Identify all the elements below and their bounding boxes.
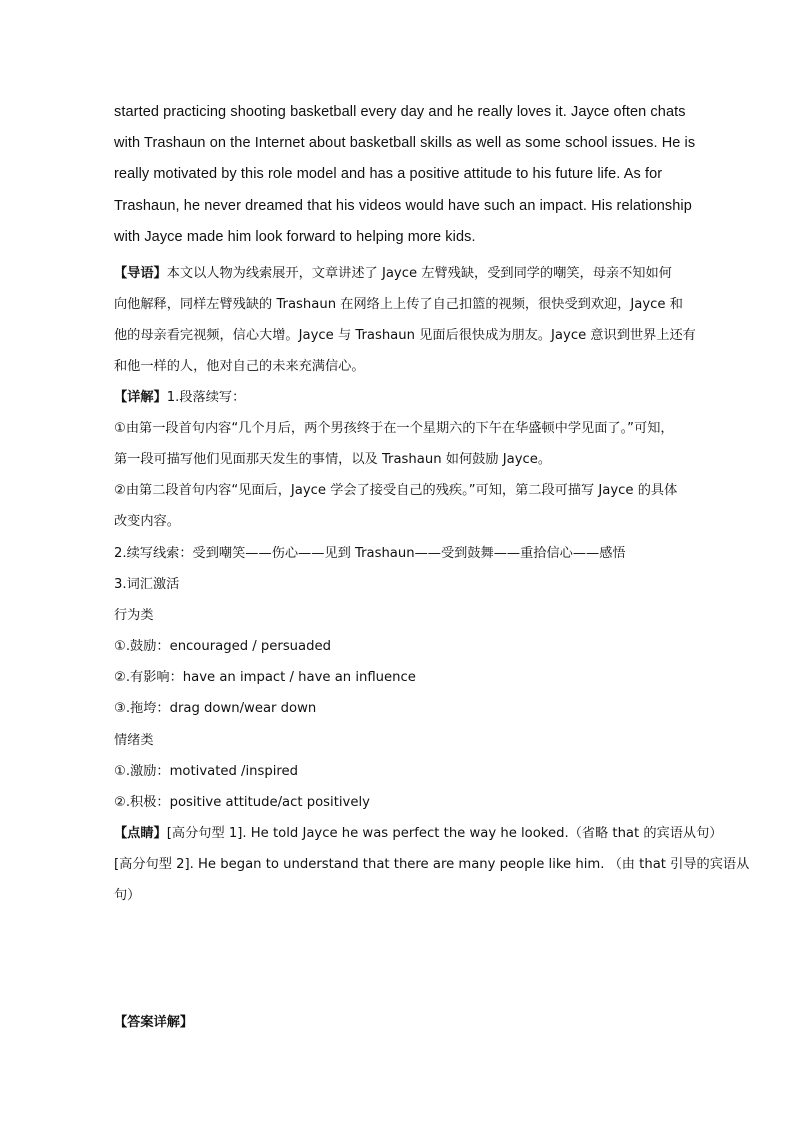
guide-line: 他的母亲看完视频，信心大增。Jayce 与 Trashaun 见面后很快成为朋友。Jayce 意识到世界上还有 bbox=[114, 328, 696, 343]
vocab-item: ②.积极：positive attitude/act positively bbox=[114, 795, 370, 810]
explain-heading: 1.段落续写： bbox=[166, 390, 246, 405]
behavior-heading: 行为类 bbox=[114, 608, 154, 623]
explain-point: ①由第一段首句内容“几个月后，两个男孩终于在一个星期六的下午在华盛顿中学见面了。”可知， bbox=[114, 421, 674, 436]
explain-point: 改变内容。 bbox=[114, 514, 180, 529]
highlight-sentence-2-cont: 句） bbox=[114, 888, 141, 903]
passage-line: really motivated by this role model and has a positive attitude to his future life. As for bbox=[114, 166, 663, 182]
guide-line: 和他一样的人，他对自己的未来充满信心。 bbox=[114, 359, 365, 374]
explain-point: 第一段可描写他们见面那天发生的事情，以及 Trashaun 如何鼓励 Jayce。 bbox=[114, 452, 552, 467]
passage-line: Trashaun, he never dreamed that his videos would have such an impact. His relationship bbox=[114, 198, 692, 214]
guide-line: 向他解释，同样左臂残缺的 Trashaun 在网络上上传了自己扣篮的视频，很快受到欢迎，Jayce 和 bbox=[114, 297, 683, 312]
highlight-label: 【点睛】 bbox=[114, 826, 167, 841]
vocab-item: ②.有影响：have an impact / have an influence bbox=[114, 670, 416, 685]
vocab-item: ③.拖垮：drag down/wear down bbox=[114, 701, 317, 716]
explain-point: ②由第二段首句内容“见面后，Jayce 学会了接受自己的残疾。”可知，第二段可描写 Jayce 的具体 bbox=[114, 483, 678, 498]
highlight-sentence-1: [高分句型 1]. He told Jayce he was perfect the way he looked.（省略 that 的宾语从句） bbox=[166, 826, 723, 841]
explain-heading-line bbox=[114, 386, 245, 405]
continuation-clue: 2.续写线索：受到嘲笑——伤心——见到 Trashaun——受到鼓舞——重拾信心——感悟 bbox=[114, 546, 626, 561]
guide-label: 【导语】 bbox=[114, 266, 167, 281]
passage-line: started practicing shooting basketball every day and he really loves it. Jayce often chats bbox=[114, 104, 686, 120]
vocab-item: ①.鼓励：encouraged / persuaded bbox=[114, 639, 331, 654]
vocab-heading: 3.词汇激活 bbox=[114, 577, 180, 592]
emotion-heading: 情绪类 bbox=[114, 733, 154, 748]
explain-label: 【详解】 bbox=[114, 390, 167, 405]
answer-heading: 【答案详解】 bbox=[114, 1015, 194, 1030]
guide-text: 本文以人物为线索展开，文章讲述了 Jayce 左臂残缺，受到同学的嘲笑，母亲不知如何 bbox=[166, 266, 672, 281]
highlight-sentence-2: [高分句型 2]. He began to understand that there are many people like him. （由 that 引导的宾语从 bbox=[114, 857, 750, 872]
passage-line: with Trashaun on the Internet about basketball skills as well as some school issues. He is bbox=[114, 135, 696, 151]
vocab-item: ①.激励：motivated /inspired bbox=[114, 764, 299, 779]
highlight-line bbox=[114, 822, 723, 841]
guide-line bbox=[114, 262, 672, 281]
passage-line: with Jayce made him look forward to helping more kids. bbox=[114, 229, 476, 245]
